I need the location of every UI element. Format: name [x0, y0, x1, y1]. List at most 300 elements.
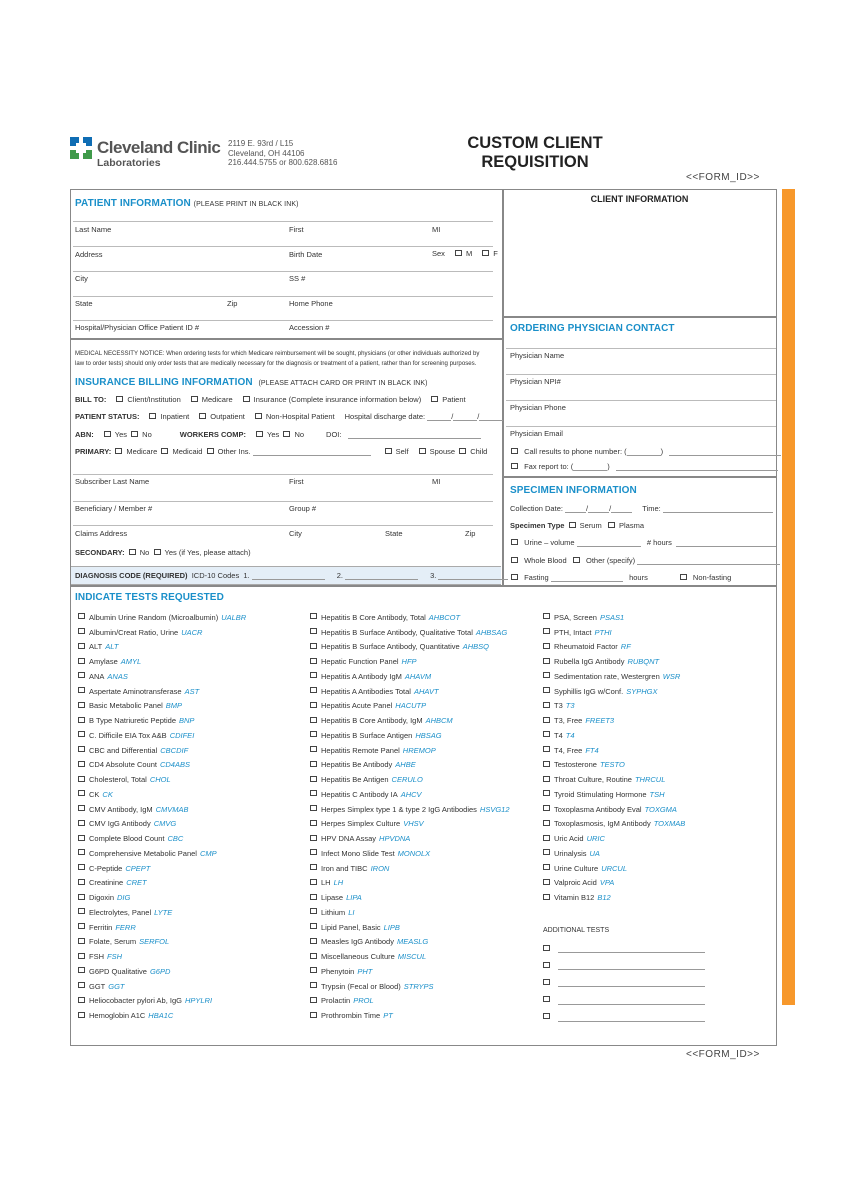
test-checkbox[interactable]	[543, 805, 550, 811]
test-checkbox[interactable]	[310, 982, 317, 988]
test-checkbox[interactable]	[310, 997, 317, 1003]
doi-input[interactable]	[348, 430, 481, 439]
test-name: Herpes Simplex type 1 & type 2 IgG Antibodies	[321, 804, 477, 814]
test-item[interactable]	[78, 949, 246, 964]
test-item[interactable]	[78, 772, 246, 787]
city-field[interactable]: City	[75, 274, 88, 283]
test-item[interactable]	[310, 831, 510, 846]
test-name: Toxoplasmosis, IgM Antibody	[554, 819, 651, 829]
claims-zip-field[interactable]: Zip	[465, 529, 476, 538]
tests-column-2	[310, 610, 510, 1023]
test-code: LIPB	[383, 922, 400, 932]
test-item[interactable]	[543, 861, 685, 876]
test-item[interactable]	[310, 640, 510, 655]
other-specimen-input[interactable]	[637, 556, 780, 565]
test-code: RUBQNT	[627, 657, 660, 667]
test-checkbox[interactable]	[543, 879, 550, 885]
test-checkbox[interactable]	[310, 790, 317, 796]
test-checkbox[interactable]	[78, 997, 85, 1003]
test-item[interactable]	[310, 876, 510, 891]
test-item[interactable]	[310, 802, 510, 817]
test-item[interactable]	[78, 861, 246, 876]
test-checkbox[interactable]	[310, 805, 317, 811]
test-checkbox[interactable]	[543, 746, 550, 752]
test-item[interactable]	[543, 684, 685, 699]
logo-subtitle: Laboratories	[97, 157, 161, 169]
test-checkbox[interactable]	[310, 628, 317, 634]
claims-address-field[interactable]: Claims Address	[75, 529, 128, 538]
test-item[interactable]	[310, 890, 510, 905]
test-code: CERULO	[391, 775, 423, 785]
test-name: Heliocobacter pylori Ab, IgG	[89, 996, 182, 1006]
test-item[interactable]	[310, 920, 510, 935]
test-item[interactable]	[543, 728, 685, 743]
call-phone-input[interactable]	[669, 447, 781, 456]
test-checkbox[interactable]	[310, 894, 317, 900]
test-item[interactable]	[310, 994, 510, 1009]
test-code: MEASLG	[396, 937, 429, 947]
test-code: T3	[565, 701, 575, 711]
patient-id-field[interactable]: Hospital/Physician Office Patient ID #	[75, 323, 200, 332]
relation-self-checkbox[interactable]	[385, 448, 392, 454]
icd-code-2-input[interactable]	[345, 571, 418, 580]
test-item[interactable]	[310, 684, 510, 699]
test-checkbox[interactable]	[78, 746, 85, 752]
secondary-yes-checkbox[interactable]	[154, 549, 161, 555]
relation-spouse-checkbox[interactable]	[419, 448, 426, 454]
test-item[interactable]	[543, 669, 685, 684]
test-checkbox[interactable]	[543, 613, 550, 619]
test-checkbox[interactable]	[310, 1012, 317, 1018]
test-name: Lithium	[321, 907, 346, 917]
test-checkbox[interactable]	[78, 923, 85, 929]
test-item[interactable]	[78, 625, 246, 640]
test-item[interactable]	[78, 846, 246, 861]
test-name: Sedimentation rate, Westergren	[554, 671, 660, 681]
additional-test-checkbox[interactable]	[543, 996, 550, 1002]
beneficiary-field[interactable]: Beneficiary / Member #	[75, 504, 153, 513]
fasting-checkbox[interactable]	[511, 574, 518, 580]
test-item[interactable]	[78, 979, 246, 994]
primary-medicare-checkbox[interactable]	[115, 448, 122, 454]
icd-code-1-input[interactable]	[252, 571, 325, 580]
test-item[interactable]	[310, 772, 510, 787]
first-name-field[interactable]: First	[289, 225, 304, 234]
test-checkbox[interactable]	[78, 687, 85, 693]
test-checkbox[interactable]	[78, 776, 85, 782]
test-checkbox[interactable]	[310, 864, 317, 870]
test-checkbox[interactable]	[310, 835, 317, 841]
test-name: Syphillis IgG w/Conf.	[554, 686, 624, 696]
test-checkbox[interactable]	[310, 746, 317, 752]
test-code: CBCDIF	[160, 745, 189, 755]
test-code: AMYL	[120, 657, 142, 667]
zip-field[interactable]: Zip	[227, 299, 238, 308]
test-code: HFP	[401, 657, 417, 667]
secondary-row: SECONDARY: No Yes (if Yes, please attach)	[75, 548, 251, 557]
test-checkbox[interactable]	[78, 938, 85, 944]
test-item[interactable]	[78, 640, 246, 655]
specimen-type-row: Specimen Type Serum Plasma	[510, 521, 645, 530]
test-item[interactable]	[310, 625, 510, 640]
additional-test-input[interactable]	[558, 944, 705, 953]
test-item[interactable]	[543, 876, 685, 891]
group-field[interactable]: Group #	[289, 504, 317, 513]
fasting-hours-input[interactable]	[551, 573, 623, 582]
test-name: Cholesterol, Total	[89, 775, 147, 785]
test-checkbox[interactable]	[78, 879, 85, 885]
fax-number-input[interactable]	[616, 462, 778, 471]
state-field[interactable]: State	[75, 299, 93, 308]
test-checkbox[interactable]	[543, 790, 550, 796]
plasma-checkbox[interactable]	[608, 522, 615, 528]
discharge-year-input[interactable]	[479, 412, 503, 421]
sex-m-checkbox[interactable]	[455, 250, 462, 256]
test-checkbox[interactable]	[310, 731, 317, 737]
test-item[interactable]	[78, 831, 246, 846]
wc-yes-checkbox[interactable]	[256, 431, 263, 437]
mi-field[interactable]: MI	[432, 225, 441, 234]
test-item[interactable]	[543, 846, 685, 861]
test-checkbox[interactable]	[543, 820, 550, 826]
logo-name: Cleveland Clinic	[97, 138, 221, 157]
test-item[interactable]	[78, 817, 246, 832]
test-item[interactable]	[543, 654, 685, 669]
additional-test-row	[543, 957, 705, 974]
test-checkbox[interactable]	[78, 672, 85, 678]
test-checkbox[interactable]	[78, 835, 85, 841]
test-code: VHSV	[403, 819, 424, 829]
test-item[interactable]	[78, 802, 246, 817]
test-item[interactable]	[78, 1008, 246, 1023]
test-checkbox[interactable]	[310, 702, 317, 708]
diagnosis-row: DIAGNOSIS CODE (REQUIRED) ICD-10 Codes 1. 2. 3.	[75, 571, 508, 580]
test-item[interactable]	[78, 935, 246, 950]
test-checkbox[interactable]	[78, 894, 85, 900]
test-checkbox[interactable]	[78, 790, 85, 796]
call-results-checkbox[interactable]	[511, 448, 518, 454]
test-checkbox[interactable]	[310, 687, 317, 693]
test-item[interactable]	[310, 610, 510, 625]
abn-yes-checkbox[interactable]	[104, 431, 111, 437]
test-item[interactable]	[78, 758, 246, 773]
test-checkbox[interactable]	[78, 702, 85, 708]
test-checkbox[interactable]	[543, 849, 550, 855]
bill-client-checkbox[interactable]	[116, 396, 123, 402]
test-code: AHBE	[395, 760, 416, 770]
test-checkbox[interactable]	[543, 717, 550, 723]
additional-test-input[interactable]	[558, 961, 705, 970]
urine-volume-input[interactable]	[577, 538, 641, 547]
test-checkbox[interactable]	[78, 731, 85, 737]
test-checkbox[interactable]	[78, 717, 85, 723]
fax-area-code-input[interactable]	[573, 462, 607, 471]
serum-checkbox[interactable]	[569, 522, 576, 528]
test-item[interactable]	[543, 625, 685, 640]
test-checkbox[interactable]	[310, 849, 317, 855]
test-item[interactable]	[543, 610, 685, 625]
test-checkbox[interactable]	[543, 658, 550, 664]
test-code: HREMOP	[402, 745, 436, 755]
test-checkbox[interactable]	[310, 761, 317, 767]
test-checkbox[interactable]	[310, 820, 317, 826]
test-item[interactable]	[310, 1008, 510, 1023]
relation-child-checkbox[interactable]	[459, 448, 466, 454]
physician-phone-field[interactable]: Physician Phone	[510, 403, 566, 412]
test-item[interactable]	[78, 905, 246, 920]
test-checkbox[interactable]	[310, 717, 317, 723]
status-nonhospital-checkbox[interactable]	[255, 413, 262, 419]
test-item[interactable]	[310, 846, 510, 861]
bill-patient-checkbox[interactable]	[431, 396, 438, 402]
test-code: CBC	[167, 834, 184, 844]
test-item[interactable]	[78, 964, 246, 979]
test-name: Iron and TIBC	[321, 863, 368, 873]
additional-test-input[interactable]	[558, 978, 705, 987]
test-code: TOXMAB	[653, 819, 686, 829]
abn-row: ABN: Yes No WORKERS COMP: Yes No DOI:	[75, 430, 481, 439]
test-item[interactable]	[78, 684, 246, 699]
test-code: T4	[565, 730, 575, 740]
test-item[interactable]	[310, 964, 510, 979]
test-checkbox[interactable]	[543, 731, 550, 737]
icd-code-3-input[interactable]	[438, 571, 508, 580]
test-item[interactable]	[543, 772, 685, 787]
physician-email-field[interactable]: Physician Email	[510, 429, 563, 438]
test-item[interactable]	[78, 699, 246, 714]
test-item[interactable]	[78, 610, 246, 625]
secondary-no-checkbox[interactable]	[129, 549, 136, 555]
test-item[interactable]	[78, 713, 246, 728]
test-checkbox[interactable]	[78, 864, 85, 870]
test-checkbox[interactable]	[543, 643, 550, 649]
test-item[interactable]	[543, 713, 685, 728]
claims-city-field[interactable]: City	[289, 529, 302, 538]
test-item[interactable]	[78, 876, 246, 891]
test-checkbox[interactable]	[78, 628, 85, 634]
test-item[interactable]	[543, 831, 685, 846]
test-checkbox[interactable]	[543, 761, 550, 767]
physician-npi-field[interactable]: Physician NPI#	[510, 377, 561, 386]
test-item[interactable]	[543, 890, 685, 905]
test-checkbox[interactable]	[310, 672, 317, 678]
bill-insurance-checkbox[interactable]	[243, 396, 250, 402]
test-checkbox[interactable]	[78, 908, 85, 914]
test-checkbox[interactable]	[78, 953, 85, 959]
sex-f-checkbox[interactable]	[482, 250, 489, 256]
test-code: DIG	[117, 893, 131, 903]
test-code: AHCV	[400, 789, 422, 799]
test-item[interactable]	[78, 920, 246, 935]
test-checkbox[interactable]	[310, 776, 317, 782]
urine-checkbox[interactable]	[511, 539, 518, 545]
fax-report-checkbox[interactable]	[511, 463, 518, 469]
test-checkbox[interactable]	[543, 672, 550, 678]
discharge-month-input[interactable]	[427, 412, 451, 421]
claims-state-field[interactable]: State	[385, 529, 403, 538]
test-code: BNP	[179, 716, 195, 726]
test-item[interactable]	[310, 861, 510, 876]
client-info-area[interactable]	[505, 208, 773, 312]
ss-field[interactable]: SS #	[289, 274, 306, 283]
test-item[interactable]	[543, 817, 685, 832]
test-name: T3, Free	[554, 716, 583, 726]
test-name: Hepatitis A Antibodies Total	[321, 686, 411, 696]
test-checkbox[interactable]	[543, 835, 550, 841]
test-checkbox[interactable]	[310, 967, 317, 973]
test-code: PROL	[353, 996, 374, 1006]
wc-no-checkbox[interactable]	[283, 431, 290, 437]
collection-year-input[interactable]	[611, 504, 632, 513]
test-name: T4, Free	[554, 745, 583, 755]
test-code: STRYPS	[403, 981, 434, 991]
primary-other-checkbox[interactable]	[207, 448, 214, 454]
non-fasting-checkbox[interactable]	[680, 574, 687, 580]
test-checkbox[interactable]	[310, 953, 317, 959]
physician-name-field[interactable]: Physician Name	[510, 351, 565, 360]
collection-month-input[interactable]	[565, 504, 586, 513]
test-item[interactable]	[310, 654, 510, 669]
other-ins-input[interactable]	[253, 447, 371, 456]
test-checkbox[interactable]	[543, 776, 550, 782]
test-item[interactable]	[543, 802, 685, 817]
status-outpatient-checkbox[interactable]	[199, 413, 206, 419]
bill-medicare-checkbox[interactable]	[191, 396, 198, 402]
additional-test-input[interactable]	[558, 996, 705, 1005]
collection-time-input[interactable]	[663, 504, 773, 513]
other-specimen-checkbox[interactable]	[573, 557, 580, 563]
test-name: T4	[554, 730, 563, 740]
test-item[interactable]	[78, 728, 246, 743]
test-checkbox[interactable]	[543, 687, 550, 693]
test-name: C-Peptide	[89, 863, 123, 873]
urine-hours-input[interactable]	[676, 538, 776, 547]
orange-side-bar	[782, 189, 795, 1005]
test-item[interactable]	[78, 994, 246, 1009]
test-code: AST	[184, 686, 200, 696]
test-name: Valproic Acid	[554, 878, 597, 888]
test-name: Creatinine	[89, 878, 124, 888]
subscriber-last-field[interactable]: Subscriber Last Name	[75, 477, 150, 486]
test-checkbox[interactable]	[78, 982, 85, 988]
test-checkbox[interactable]	[543, 702, 550, 708]
test-checkbox[interactable]	[310, 879, 317, 885]
test-item[interactable]	[78, 669, 246, 684]
test-item[interactable]	[543, 640, 685, 655]
test-item[interactable]	[310, 669, 510, 684]
test-item[interactable]	[310, 758, 510, 773]
test-item[interactable]	[310, 787, 510, 802]
test-item[interactable]	[543, 743, 685, 758]
test-code: BMP	[165, 701, 183, 711]
test-item[interactable]	[78, 787, 246, 802]
test-checkbox[interactable]	[78, 849, 85, 855]
accession-field[interactable]: Accession #	[289, 323, 330, 332]
test-item[interactable]	[310, 743, 510, 758]
test-checkbox[interactable]	[78, 658, 85, 664]
subscriber-first-field[interactable]: First	[289, 477, 304, 486]
test-item[interactable]	[310, 728, 510, 743]
test-checkbox[interactable]	[543, 628, 550, 634]
test-checkbox[interactable]	[78, 967, 85, 973]
birth-date-field[interactable]: Birth Date	[289, 250, 323, 259]
test-checkbox[interactable]	[310, 613, 317, 619]
test-item[interactable]	[310, 713, 510, 728]
test-name: Rheumatoid Factor	[554, 642, 618, 652]
test-checkbox[interactable]	[310, 938, 317, 944]
primary-medicaid-checkbox[interactable]	[161, 448, 168, 454]
test-item[interactable]	[543, 699, 685, 714]
additional-test-input[interactable]	[558, 1013, 705, 1022]
test-name: PTH, Intact	[554, 627, 592, 637]
additional-test-checkbox[interactable]	[543, 962, 550, 968]
test-code: URCUL	[601, 863, 628, 873]
test-code: PHT	[357, 966, 373, 976]
abn-no-checkbox[interactable]	[131, 431, 138, 437]
test-item[interactable]	[310, 935, 510, 950]
test-item[interactable]	[78, 743, 246, 758]
test-checkbox[interactable]	[310, 923, 317, 929]
test-item[interactable]	[543, 787, 685, 802]
additional-test-checkbox[interactable]	[543, 1013, 550, 1019]
fax-report-row: Fax report to: ( )	[511, 462, 778, 471]
test-checkbox[interactable]	[543, 894, 550, 900]
address-field[interactable]: Address	[75, 250, 103, 259]
test-checkbox[interactable]	[78, 761, 85, 767]
whole-blood-checkbox[interactable]	[511, 557, 518, 563]
test-item[interactable]	[78, 654, 246, 669]
additional-test-checkbox[interactable]	[543, 945, 550, 951]
test-item[interactable]	[310, 817, 510, 832]
discharge-day-input[interactable]	[453, 412, 477, 421]
tests-title: INDICATE TESTS REQUESTED	[75, 592, 224, 603]
additional-test-row	[543, 992, 705, 1009]
test-item[interactable]	[543, 758, 685, 773]
last-name-field[interactable]: Last Name	[75, 225, 112, 234]
test-checkbox[interactable]	[310, 908, 317, 914]
additional-test-checkbox[interactable]	[543, 979, 550, 985]
test-item[interactable]	[310, 949, 510, 964]
home-phone-field[interactable]: Home Phone	[289, 299, 333, 308]
primary-row: PRIMARY: Medicare Medicaid Other Ins. Self Spouse Child	[75, 447, 488, 456]
test-item[interactable]	[310, 979, 510, 994]
test-code: WSR	[662, 671, 681, 681]
subscriber-mi-field[interactable]: MI	[432, 477, 441, 486]
test-code: CMVMAB	[155, 804, 189, 814]
test-item[interactable]	[78, 890, 246, 905]
test-item[interactable]	[310, 699, 510, 714]
call-area-code-input[interactable]	[627, 447, 661, 456]
test-name: Measles IgG Antibody	[321, 937, 394, 947]
test-name: Albumin Urine Random (Microalbumin)	[89, 612, 219, 622]
test-checkbox[interactable]	[78, 643, 85, 649]
test-checkbox[interactable]	[78, 613, 85, 619]
test-code: FT4	[585, 745, 599, 755]
medical-necessity-notice: MEDICAL NECESSITY NOTICE: When ordering tests for which Medicare reimbursement will be sought, physicians (or other individuals authorized by law to order tests) should only order tests that are medically necessary for the diagnosis or treatment of a patient, rather than for screening purposes.	[75, 350, 480, 367]
collection-day-input[interactable]	[588, 504, 609, 513]
test-checkbox[interactable]	[78, 805, 85, 811]
test-checkbox[interactable]	[310, 658, 317, 664]
test-checkbox[interactable]	[78, 1012, 85, 1018]
test-checkbox[interactable]	[543, 864, 550, 870]
test-name: ALT	[89, 642, 103, 652]
test-checkbox[interactable]	[78, 820, 85, 826]
status-inpatient-checkbox[interactable]	[149, 413, 156, 419]
test-name: Lipid Panel, Basic	[321, 922, 381, 932]
test-item[interactable]	[310, 905, 510, 920]
test-checkbox[interactable]	[310, 643, 317, 649]
test-code: CHOL	[149, 775, 171, 785]
